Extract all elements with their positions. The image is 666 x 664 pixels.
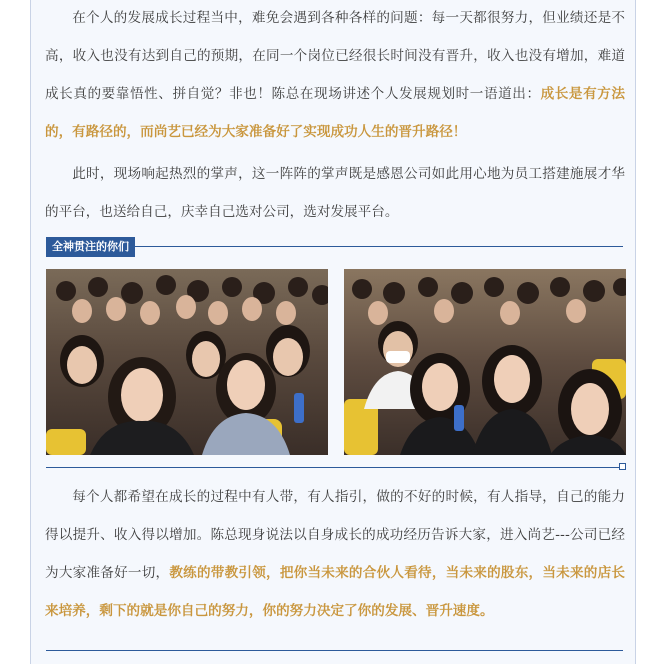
- caption-divider: [131, 246, 623, 247]
- paragraph-growth-problems: [45, 0, 625, 151]
- paragraph-text: 此时，现场响起热烈的掌声，这一阵阵的掌声既是感恩公司如此用心地为员工搭建施展才华的平台，也送给自己，庆幸自己选对公司，选对发展平台。: [45, 166, 625, 220]
- divider-square-ornament: [619, 463, 626, 470]
- article-card: [30, 0, 636, 664]
- section-end-divider: [46, 650, 623, 651]
- paragraph-mentorship: [45, 478, 625, 630]
- paragraph-text: 在个人的发展成长过程当中，难免会遇到各种各样的问题：每一天都很努力，但业绩还是不高，收入也没有达到自己的预期，在同一个岗位已经很长时间没有晋升，收入也没有增加，难道成长真的要靠悟性、拼自觉？非也！陈总在现场讲述个人发展规划时一语道出：: [45, 10, 625, 102]
- paragraph-applause: [45, 155, 625, 231]
- audience-photo-left-image: [46, 269, 328, 455]
- highlight-text: 教练的带教引领，把你当未来的合伙人看待，当未来的股东，当未来的店长来培养，剩下的就是你自己的努力，你的努力决定了你的发展、晋升速度。: [45, 565, 626, 619]
- audience-photo-left: [46, 269, 328, 455]
- photo-caption: 全神贯注的你们: [46, 237, 135, 257]
- paragraph-text: 每个人都希望在成长的过程中有人带，有人指引，做的不好的时候，有人指导，自己的能力得以提升、收入得以增加。陈总现身说法以自身成长的成功经历告诉大家，进入尚艺---公司已经为大家准备好一切，: [45, 489, 625, 581]
- audience-photo-right: [344, 269, 626, 455]
- photo-bottom-divider: [46, 467, 623, 468]
- audience-photo-right-image: [344, 269, 626, 455]
- highlight-text: 成长是有方法的，有路径的，而尚艺已经为大家准备好了实现成功人生的晋升路径！: [45, 86, 626, 140]
